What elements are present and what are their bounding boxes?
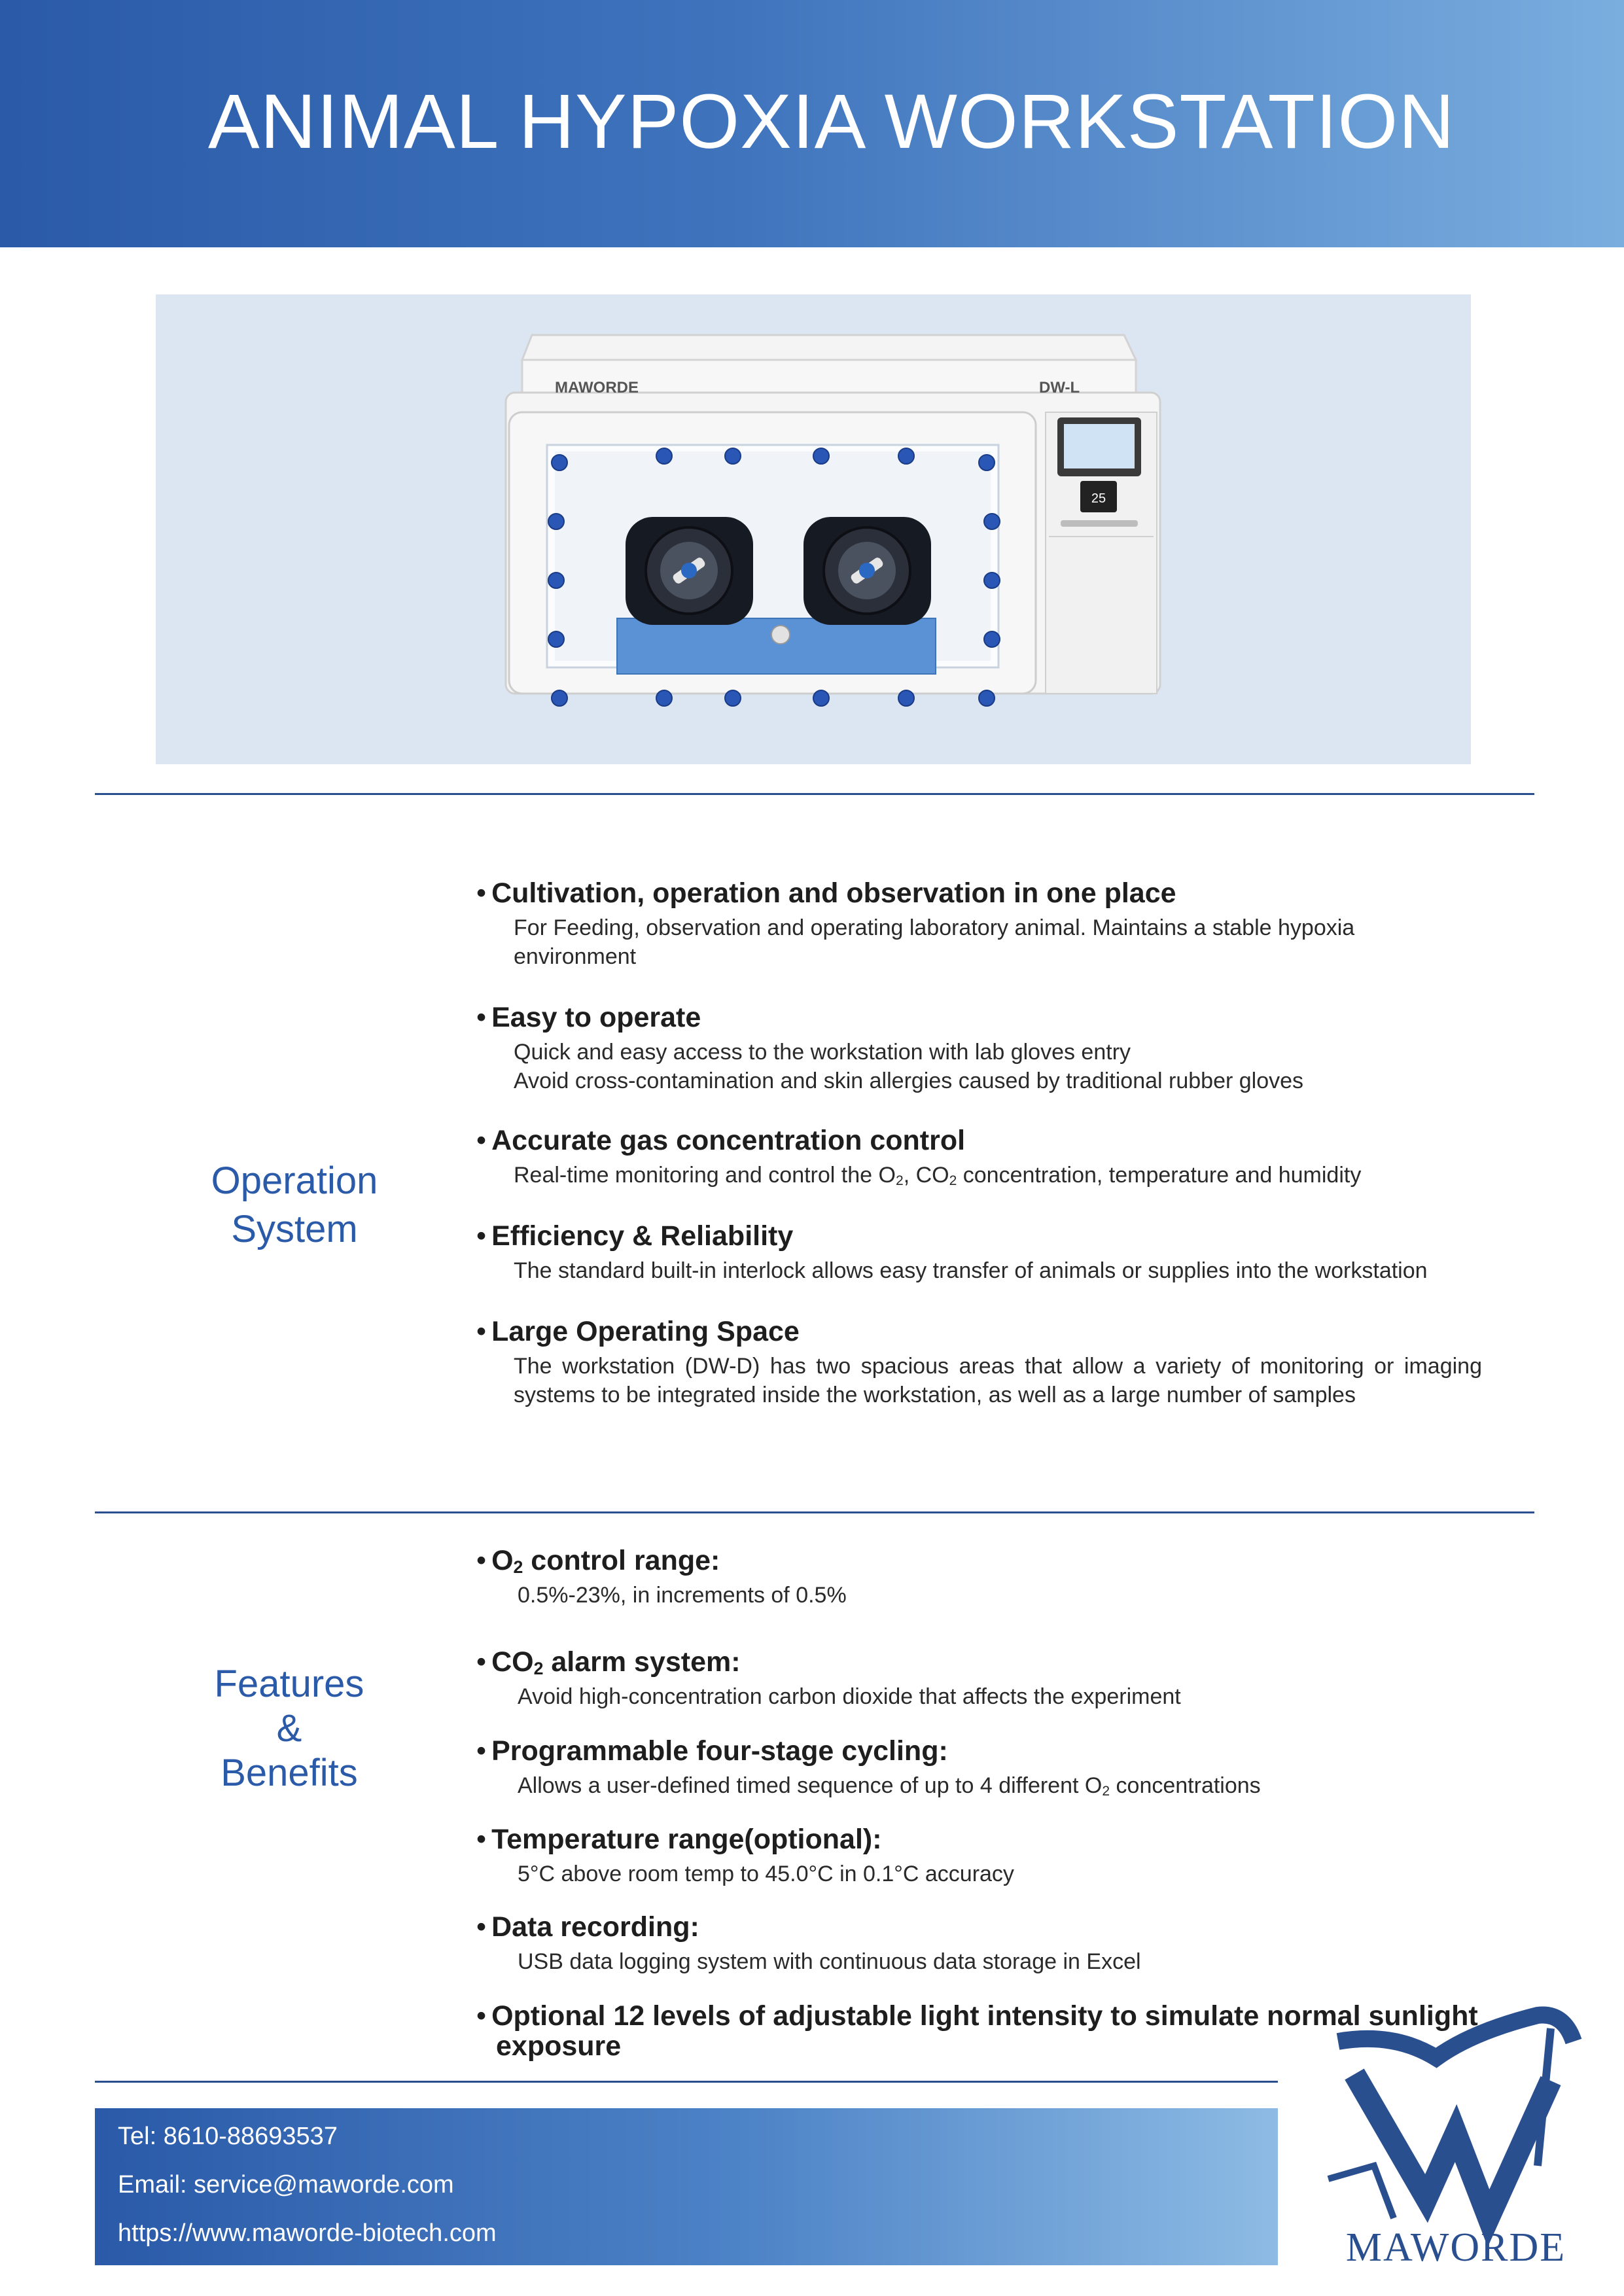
feat-item-cycling: • Programmable four-stage cycling: Allows a user-defined timed sequence of up to 4 different $O_2$ concentrations [476, 1735, 1261, 1799]
device-model-label: DW-L [1039, 379, 1080, 397]
op-item-efficiency: • Efficiency & Reliability The standard built-in interlock allows easy transfer of animals or supplies into the workstation [476, 1220, 1428, 1283]
product-photo [156, 294, 1471, 764]
divider-3 [95, 2081, 1278, 2083]
tel-text: Tel: 8610-88693537 [118, 2123, 338, 2150]
contact-footer [95, 2108, 1278, 2265]
device-brand-label: MAWORDE [555, 379, 639, 397]
email-text[interactable]: Email: service@maworde.com [118, 2171, 454, 2199]
divider-2 [95, 1511, 1534, 1513]
operation-system-label: Operation System [211, 1159, 378, 1250]
features-benefits-label: Features & Benefits [214, 1663, 364, 1794]
page-title: ANIMAL HYPOXIA WORKSTATION [208, 79, 1455, 165]
header-banner [0, 0, 1624, 247]
divider-1 [95, 793, 1534, 795]
feat-item-light: • Optional 12 levels of adjustable light intensity to simulate normal sunlight exposure [476, 2000, 1478, 2062]
logo-text: MAWORDE [1345, 2225, 1566, 2270]
feat-item-data-recording: • Data recording: USB data logging system with continuous data storage in Excel [476, 1911, 1141, 1974]
feat-item-o2-range: • $O_2$ control range: 0.5%-23%, in increments of 0.5% [476, 1545, 847, 1608]
op-item-gas-control: • Accurate gas concentration control Real-time monitoring and control the $O_2$, $CO_2$ concentration, temperature and humidity [476, 1125, 1362, 1188]
feat-item-co2-alarm: • $CO_2$ alarm system: Avoid high-concentration carbon dioxide that affects the experiment [476, 1646, 1181, 1709]
controller-readout: 25 [1091, 491, 1106, 506]
website-text[interactable]: https://www.maworde-biotech.com [118, 2219, 497, 2247]
op-item-easy: • Easy to operate Quick and easy access to the workstation with lab gloves entry Avoid cross-contamination and skin allergies caused by traditional rubber gloves [476, 1002, 1304, 1093]
op-item-cultivation: • Cultivation, operation and observation in one place For Feeding, observation and operating laboratory animal. Maintains a stable hypoxia environment [476, 877, 1355, 969]
feat-item-temperature: • Temperature range(optional): 5°C above room temp to 45.0°C in 0.1°C accuracy [476, 1824, 1014, 1886]
workstation-illustration [156, 294, 1471, 764]
op-item-space: • Large Operating Space The workstation (DW-D) has two spacious areas that allow a variety of monitoring or imaging systems to be integrated inside the workstation, as well as a large number of samples [476, 1316, 1482, 1407]
